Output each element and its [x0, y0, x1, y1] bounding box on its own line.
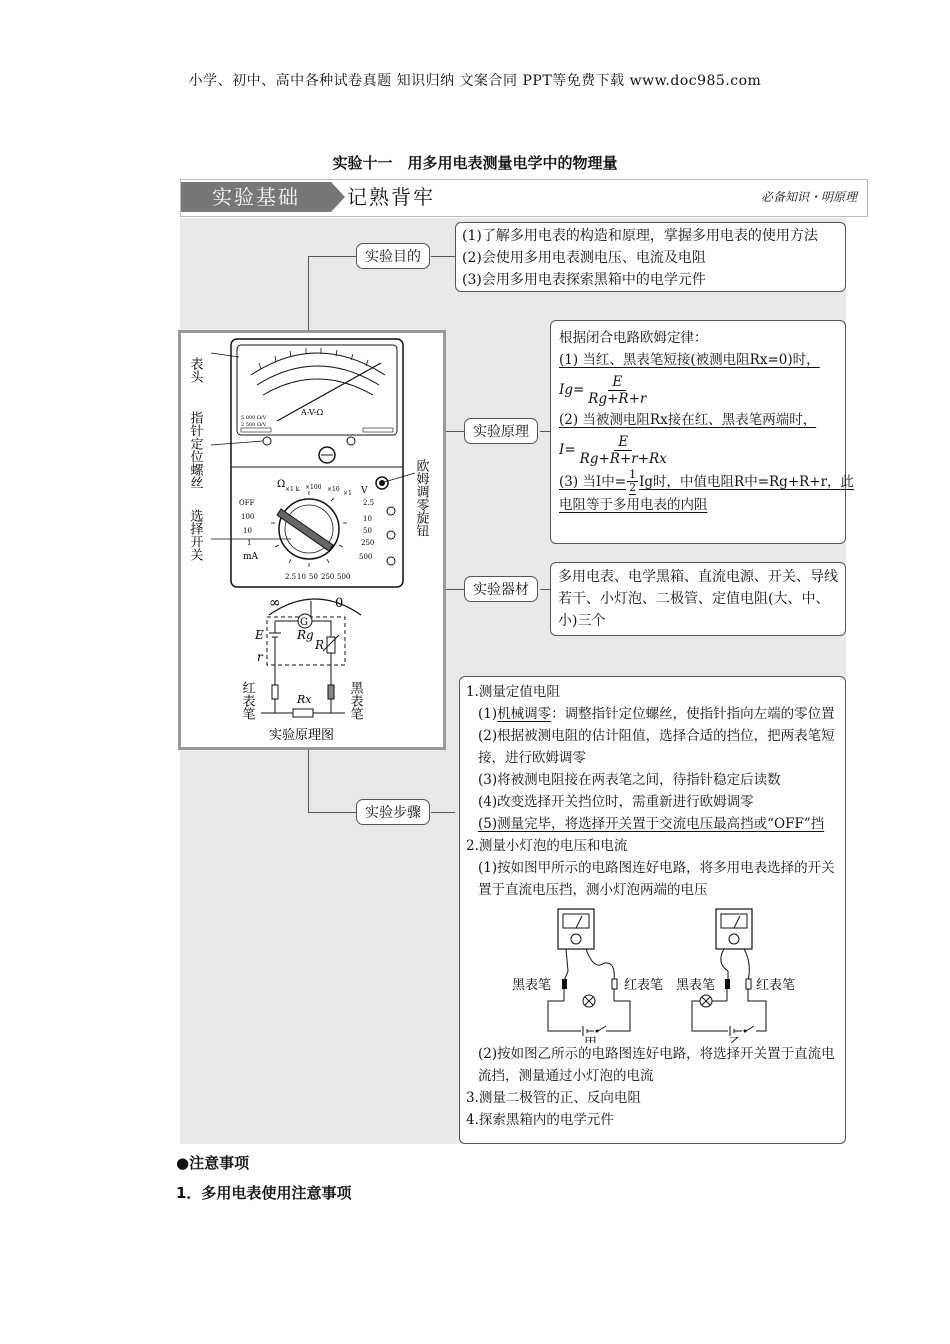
- formula-lhs: I=: [559, 442, 576, 458]
- label-selector: 选择开关: [187, 509, 203, 561]
- formula-i: [559, 431, 837, 469]
- step-item: (3)将被测电阻接在两表笔之间，待指针稳定后读数: [478, 772, 781, 788]
- schematic-r-internal: r: [257, 650, 263, 664]
- step-heading: 2.测量小灯泡的电压和电流: [466, 838, 628, 854]
- dial-v-range: 2.5: [363, 499, 375, 507]
- formula-numerator: E: [608, 374, 626, 391]
- label-principle: 实验原理: [464, 418, 538, 444]
- dial-bottom-v: 2.5: [285, 573, 297, 581]
- section-banner: [180, 179, 868, 217]
- label-meter-head: 表头: [187, 357, 203, 383]
- fraction-numerator: 1: [629, 468, 637, 481]
- circuit-label-red: 红表笔: [624, 978, 664, 993]
- circuit-label-red: 红表笔: [756, 978, 796, 993]
- connector-line: [308, 750, 309, 812]
- dial-bottom-v: 500: [337, 573, 351, 581]
- dial-off-label: OFF: [239, 499, 255, 507]
- principle-box: [550, 320, 855, 544]
- step-item: (4)改变选择开关挡位时，需重新进行欧姆调零: [478, 794, 754, 810]
- connector-line: [446, 589, 464, 590]
- fraction-denominator: 2: [629, 481, 637, 494]
- formula-lhs: Ig=: [559, 382, 585, 398]
- step-keyword: 机械调零: [497, 706, 552, 722]
- step-item: (1)按如图甲所示的电路图连好电路，将多用电表选择的开关置于直流电压挡，测小灯泡两端的电压: [478, 860, 835, 898]
- page-header: 小学、初中、高中各种试卷真题 知识归纳 文案合同 PPT等免费下载 www.doc985.com: [188, 73, 762, 89]
- formula-denominator: Rg+R+r+Rx: [579, 450, 667, 467]
- banner-title: 实验基础: [181, 182, 331, 212]
- banner-tag: 必备知识・明原理: [760, 190, 857, 204]
- step-heading: 1.测量定值电阻: [466, 684, 560, 700]
- schematic-r: R: [315, 638, 325, 652]
- connector-line: [308, 256, 356, 257]
- circuit-caption-1: [584, 1036, 597, 1043]
- dial-ohm-label: Ω: [277, 479, 286, 490]
- notes-subheading: 1．多用电表使用注意事项: [176, 1184, 352, 1202]
- dial-v-range: 50: [363, 527, 372, 535]
- multimeter-figure: [178, 330, 446, 750]
- purpose-item: (2)会使用多用电表测电压、电流及电阻: [462, 250, 706, 266]
- schematic-e: E: [255, 628, 264, 642]
- circuit-caption-2: [728, 1036, 741, 1043]
- dial-v-range: 10: [363, 515, 372, 523]
- dial-ma-range: 1: [247, 539, 252, 547]
- step-item: (5)测量完毕，将选择开关置于交流电压最高挡或“OFF”挡: [478, 816, 825, 832]
- dial-range: ×1: [343, 490, 352, 497]
- circuit-label-black: 黑表笔: [512, 978, 552, 993]
- label-red-pen: 红表笔: [239, 681, 255, 720]
- step-heading: 3.测量二极管的正、反向电阻: [466, 1090, 641, 1106]
- connector-line: [431, 256, 455, 257]
- dial-ma-range: 10: [243, 527, 252, 535]
- schematic-rg: Rg: [297, 628, 314, 642]
- principle-case-3-b: Ig时，中值电阻R中=Rg+R+r，此: [639, 473, 855, 490]
- formula-ig: [559, 371, 837, 409]
- principle-case-3-a: (3) 当I中=: [559, 473, 627, 490]
- step-text: ：调整指针定位螺丝，使指针指向左端的零位置: [551, 706, 835, 722]
- multimeter-diagram: [181, 333, 443, 747]
- label-ohm-knob: 欧姆调零旋钮: [413, 459, 429, 537]
- meter-spec-2: 2 500 Ω/V: [241, 422, 267, 428]
- dial-ma-range: 100: [241, 513, 255, 521]
- equipment-box: 多用电表、电学黑箱、直流电源、开关、导线若干、小灯泡、二极管、定值电阻(大、中、小)三个: [550, 562, 846, 636]
- connector-line: [446, 431, 464, 432]
- schematic-rx: Rx: [297, 693, 312, 706]
- label-equipment: 实验器材: [464, 576, 538, 602]
- banner-arrow: [331, 182, 345, 212]
- connector-line: [431, 812, 455, 813]
- scale-zero: 0: [335, 596, 344, 611]
- principle-case-3: [559, 468, 855, 494]
- circuit-label-black: 黑表笔: [676, 978, 716, 993]
- meter-scale-mark: A-V-Ω: [301, 408, 324, 417]
- dial-bottom-v: 10: [297, 573, 306, 581]
- step-item: (2)根据被测电阻的估计阻值，选择合适的挡位，把两表笔短接，进行欧姆调零: [478, 728, 835, 766]
- step-heading: 4.探索黑箱内的电学元件: [466, 1112, 614, 1128]
- circuit-figures: [466, 901, 839, 1043]
- principle-case-3-tail: 电阻等于多用电表的内阻: [559, 497, 708, 513]
- dial-bottom-v: 50: [309, 573, 318, 581]
- scale-infinity: ∞: [269, 595, 281, 611]
- label-pointer-screw: 指针定位螺丝: [187, 411, 203, 489]
- step-number: (1): [478, 706, 498, 722]
- meter-spec-1: 5 000 Ω/V: [241, 415, 267, 421]
- step-item: (2)按如图乙所示的电路图连好电路，将选择开关置于直流电流挡，测量通过小灯泡的电流: [478, 1046, 835, 1084]
- formula-numerator: E: [614, 434, 632, 451]
- steps-box: [459, 676, 846, 1144]
- notes-heading: ●注意事项: [176, 1154, 250, 1172]
- principle-case-1: (1) 当红、黑表笔短接(被测电阻Rx=0)时，: [559, 352, 820, 368]
- step-item: [466, 703, 839, 725]
- connector-line: [540, 431, 550, 432]
- label-steps: 实验步骤: [356, 799, 430, 825]
- purpose-item: (1)了解多用电表的构造和原理，掌握多用电表的使用方法: [462, 228, 818, 244]
- connector-line: [308, 256, 309, 330]
- banner-subtitle: 记熟背牢: [347, 185, 435, 209]
- connector-line: [308, 812, 356, 813]
- principle-case-2: (2) 当被测电阻Rx接在红、黑表笔两端时，: [559, 412, 817, 428]
- figure-caption: 实验原理图: [269, 728, 335, 743]
- dial-range: ×10: [327, 486, 340, 493]
- principle-intro: 根据闭合电路欧姆定律：: [559, 330, 708, 346]
- dial-v-range: 500: [359, 553, 373, 561]
- dial-v-label: V: [361, 486, 368, 496]
- circuit-diagrams: [466, 901, 836, 1043]
- galvanometer-label: G: [300, 617, 308, 628]
- purpose-box: [455, 222, 846, 292]
- label-purpose: 实验目的: [356, 243, 430, 269]
- dial-v-range: 250: [361, 539, 375, 547]
- formula-denominator: Rg+R+r: [588, 390, 647, 407]
- page-title: 实验十一 用多用电表测量电学中的物理量: [332, 154, 618, 172]
- dial-ma-label: mA: [243, 552, 259, 562]
- dial-range: ×1 k: [285, 486, 300, 493]
- connector-line: [540, 589, 550, 590]
- purpose-item: (3)会用多用电表探索黑箱中的电学元件: [462, 272, 706, 288]
- label-black-pen: 黑表笔: [347, 681, 363, 720]
- dial-range: ×100: [305, 484, 322, 491]
- dial-bottom-v: 250: [321, 573, 335, 581]
